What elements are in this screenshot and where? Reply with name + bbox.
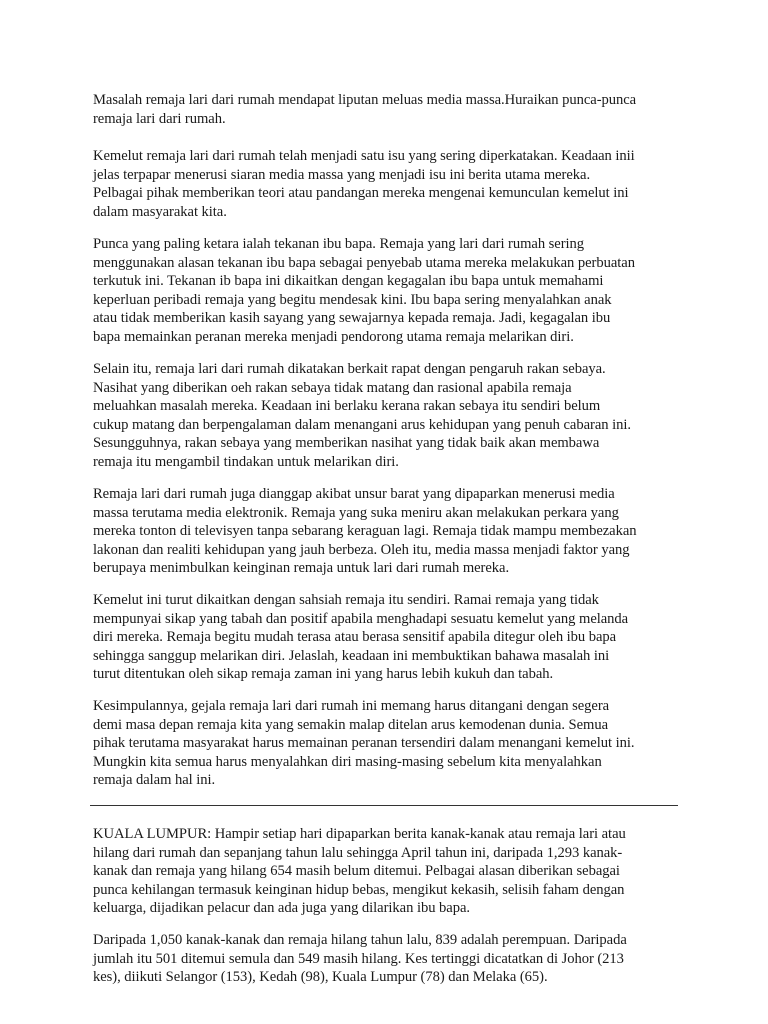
text-line: jumlah itu 501 ditemui semula dan 549 masih hilang. Kes tertinggi dicatatkan di Johor (213 — [93, 950, 624, 967]
text-line: Kemelut ini turut dikaitkan dengan sahsiah remaja itu sendiri. Ramai remaja yang tidak — [93, 592, 599, 608]
body-paragraph-media — [93, 485, 685, 578]
text-line: mereka tonton di televisyen tanpa sebarang keraguan lagi. Remaja tidak mampu membezakan — [93, 523, 637, 540]
text-line: Daripada 1,050 kanak-kanak dan remaja hilang tahun lalu, 839 adalah perempuan. Daripada — [93, 932, 627, 948]
essay-question-paragraph — [93, 91, 685, 128]
text-line: pihak terutama masyarakat harus memainan peranan tersendiri dalam menangani kemelut ini. — [93, 735, 635, 752]
text-line: Punca yang paling ketara ialah tekanan ibu bapa. Remaja yang lari dari rumah sering — [93, 236, 585, 252]
text-line: Masalah remaja lari dari rumah mendapat liputan meluas media massa.Huraikan punca-punca — [93, 92, 637, 108]
text-line: kes), diikuti Selangor (153), Kedah (98), Kuala Lumpur (78) dan Melaka (65). — [93, 969, 548, 986]
text-line: sehingga sanggup melarikan diri. Jelaslah, keadaan ini membuktikan bahawa masalah ini — [93, 647, 610, 664]
horizontal-divider — [90, 805, 678, 806]
text-line: terkutuk ini. Tekanan ib bapa ini dikaitkan dengan kegagalan ibu bapa untuk memahami — [93, 273, 604, 290]
body-paragraph-peers — [93, 360, 685, 472]
text-line: remaja lari dari rumah. — [93, 110, 226, 127]
text-line: remaja itu mengambil tindakan untuk melarikan diri. — [93, 453, 399, 470]
text-line: KUALA LUMPUR: Hampir setiap hari dipaparkan berita kanak-kanak atau remaja lari atau — [93, 826, 626, 842]
text-line: demi masa depan remaja kita yang semakin malap ditelan arus kemodenan dunia. Semua — [93, 716, 609, 733]
text-line: atau tidak memberikan kasih sayang yang sewajarnya kepada remaja. Jadi, kegagalan ibu — [93, 310, 611, 327]
text-line: punca kehilangan termasuk keinginan hidup bebas, mengikut kekasih, selisih faham dengan — [93, 881, 625, 898]
text-line: diri mereka. Remaja begitu mudah terasa atau berasa sensitif apabila ditegur oleh ibu bapa — [93, 629, 617, 646]
body-paragraph-character — [93, 591, 685, 684]
text-line: mempunyai sikap yang tabah dan positif apabila menghadapi sesuatu kemelut yang melanda — [93, 610, 629, 627]
text-line: berupaya menimbulkan keinginan remaja untuk lari dari rumah mereka. — [93, 560, 510, 577]
conclusion-paragraph — [93, 697, 685, 790]
text-line: turut ditentukan oleh sikap remaja zaman ini yang harus lebih kukuh dan tabah. — [93, 666, 554, 683]
body-paragraph-parents — [93, 235, 685, 347]
text-line: Mungkin kita semua harus menyalahkan diri masing-masing sebelum kita menyalahkan — [93, 753, 602, 770]
text-line: remaja dalam hal ini. — [93, 772, 216, 789]
text-line: massa terutama media elektronik. Remaja yang suka meniru akan melakukan perkara yang — [93, 504, 619, 521]
text-line: keluarga, dijadikan pelacur dan ada juga yang dilarikan ibu bapa. — [93, 900, 470, 917]
text-line: meluahkan masalah mereka. Keadaan ini berlaku kerana rakan sebaya itu sendiri belum — [93, 398, 601, 415]
text-line: hilang dari rumah dan sepanjang tahun lalu sehingga April tahun ini, daripada 1,293 kanak- — [93, 844, 623, 861]
text-line: dalam masyarakat kita. — [93, 203, 227, 220]
text-line: Kesimpulannya, gejala remaja lari dari rumah ini memang harus ditangani dengan segera — [93, 698, 610, 714]
text-line: bapa memainkan peranan mereka menjadi pendorong utama remaja melarikan diri. — [93, 328, 574, 345]
text-line: Sesungguhnya, rakan sebaya yang memberikan nasihat yang tidak baik akan membawa — [93, 435, 600, 452]
text-line: Selain itu, remaja lari dari rumah dikatakan berkait rapat dengan pengaruh rakan sebaya. — [93, 361, 606, 377]
text-line: menggunakan alasan tekanan ibu bapa sebagai penyebab utama mereka melakukan perbuatan — [93, 254, 635, 271]
text-line: Pelbagai pihak memberikan teori atau pandangan mereka mengenai kemunculan kemelut ini — [93, 185, 629, 202]
news-paragraph-2 — [93, 931, 685, 987]
text-line: kanak dan remaja yang hilang 654 masih belum ditemui. Pelbagai alasan diberikan sebagai — [93, 863, 620, 880]
intro-paragraph — [93, 147, 685, 221]
text-line: Kemelut remaja lari dari rumah telah menjadi satu isu yang sering diperkatakan. Keadaan inii — [93, 148, 635, 164]
text-line: cukup matang dan berpengalaman dalam menangani arus kehidupan yang penuh cabaran ini. — [93, 416, 631, 433]
text-line: Remaja lari dari rumah juga dianggap akibat unsur barat yang dipaparkan menerusi media — [93, 486, 615, 502]
text-line: Nasihat yang diberikan oeh rakan sebaya tidak matang dan rasional apabila remaja — [93, 379, 572, 396]
text-line: jelas terpapar menerusi siaran media massa yang menjadi isu ini berita utama mereka. — [93, 166, 591, 183]
text-line: lakonan dan realiti kehidupan yang jauh berbeza. Oleh itu, media massa menjadi faktor yang — [93, 541, 630, 558]
text-line: keperluan peribadi remaja yang begitu mendesak kini. Ibu bapa sering menyalahkan anak — [93, 291, 612, 308]
news-paragraph-1 — [93, 825, 685, 918]
